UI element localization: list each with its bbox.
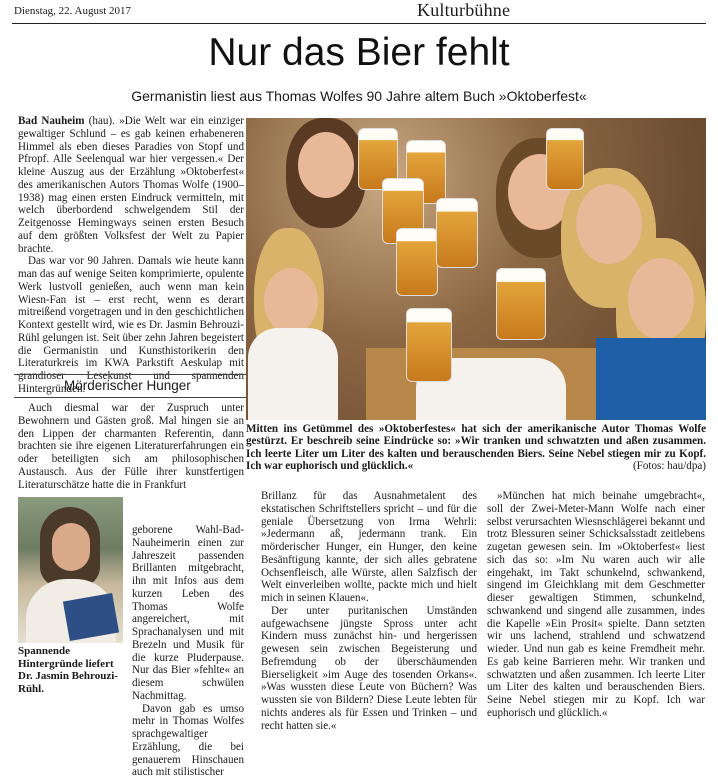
photo-face	[298, 132, 354, 198]
intro-paragraph	[18, 115, 244, 255]
body-paragraph: »München hat mich beinahe umgebracht«, soll der Zwei-Meter-Mann Wolfe nach einer selbst verursachten Wiesnschlägerei bekannt und trotz Blessuren seiner Schicksalsstadt zeitlebens zugetan gewesen sein. Im »Oktoberfest« liest sich das so: »Im Nu waren auch wir alle eingehakt, im Takt schunkelnd, schwankend, singend im Gleichklang mit dem Geschmetter dieser gewaltigen Stimmen, schunkelnd, schwankend und singend alle zusammen, indes die Kapelle »Ein Prosit« spielte. Dann setzten wir uns lachend, strahlend und schwatzend wieder. Und nun gab es keine Fremdheit mehr. Es gab keine Barrieren mehr. Wir tranken und schwatzten und aßen zusammen. Ich leerte Liter um Liter des kalten und berauschenden Biers. Seine Nebel stiegen mir zu Kopf. Ich war euphorisch und glücklich.«	[487, 490, 705, 720]
photo-face	[264, 268, 318, 334]
photo-credit: (Fotos: hau/dpa)	[633, 460, 706, 472]
article-column-1b	[18, 402, 244, 491]
body-paragraph: Davon gab es umso mehr in Thomas Wolfes sprachgewaltiger Erzählung, die bei genauerem Hinschauen auch mit stilistischer	[132, 703, 244, 779]
photo-caption	[246, 423, 706, 473]
photo-dirndl	[596, 338, 706, 420]
article-column-3	[487, 490, 705, 720]
body-paragraph-cont: geborene Wahl-Bad-Nauheimerin einen zur Jahreszeit passenden Brillanten mitgebracht, ihn mit Infos aus dem kurzen Leben des Thomas Wolfe angereichert, mit Sprachanalysen und mit Brezeln und Musik für die kurze Pluderpause. Nur das Bier »fehlte« an diesem schwülen Nachmittag.	[132, 524, 244, 703]
body-paragraph: Brillanz für das Ausnahmetalent des ekstatischen Schriftstellers spricht – und für die geniale Übersetzung von Irma Wehrli: »Jedermann aß, jedermann trank. Ein mörderischer Hunger, ein Hunger, den keine Besänftigung kannte, der sich alles gebratene Ochsenfleisch, alle Würste, allen Salzfisch der Welt einverleiben wollte, packte mich und hielt mich in seinen Klauen«.	[261, 490, 477, 605]
intertitle: Mörderischer Hunger	[64, 378, 191, 393]
article-column-1c	[132, 524, 244, 779]
beer-mug	[436, 198, 478, 268]
intro-text: »Die Welt war ein einziger gewaltiger Schlund – es gab keinen erhabeneren Himmel als eben dieses Paradies von Stopf und Pfropf. Alle Seelenqual war hier vergessen.« Der kleine Auszug aus der Erzählung »Oktoberfest« des amerikanischen Autors Thomas Wolfe (1900–1938) mag einen ersten Eindruck vermitteln, mit welch überbordend schwelgendem Stil der Zeitgenosse Hemingways seinen ersten Besuch auf dem größten Volksfest der Welt zu Papier brachte.	[18, 115, 244, 255]
body-paragraph: Auch diesmal war der Zuspruch unter Bewohnern und Gästen groß. Mal hingen sie an den Lippen der charmanten Referentin, dann brachten sie ihre eigenen Literaturerfahrungen ein oder beteiligten sich am philosophischen Austausch. Aus der Fülle ihrer kunstfertigen Literaturschätze hatte die in Frankfurt	[18, 402, 244, 491]
beer-mug	[406, 308, 452, 382]
body-paragraph: Der unter puritanischen Umständen aufgewachsene jüngste Spross unter acht Kindern muss zunächst hin- und hergerissen gewesen sein zwischen Begeisterung und Befremdung ob der überschäumenden Bierseligkeit »im Auge des tosenden Orkans«. »Was wussten diese Leute von Büchern? Was wussten sie von Bildern? Diese Leute lebten für nichts anderes als für Essen und Trinken – und recht hatten sie.«	[261, 605, 477, 733]
beer-mug	[396, 228, 438, 296]
body-paragraph: Das war vor 90 Jahren. Damals wie heute kann man das auf wenige Seiten komprimierte, opulente Werk lustvoll genießen, auch wenn man kein Wiesn-Fan ist – erst recht, wenn es derart mitreißend vorgetragen und in den geschichtlichen Kontext gestellt wird, wie es Dr. Jasmin Behrouzi-Rühl gelungen ist. Seit über zehn Jahren begeistert die Germanistin und Kunsthistorikerin den Literaturkreis im KWA Parkstift Aeskulap mit grandioser Lesekunst und spannenden Hintergründen.	[18, 255, 244, 395]
photo-shirt	[248, 328, 338, 420]
beer-mug	[496, 268, 546, 340]
dateline: Bad Nauheim	[18, 115, 85, 127]
photo-caption-text: Mitten ins Getümmel des »Oktoberfestes« hat sich der amerikanische Autor Thomas Wolfe gestürzt. Er beschreib seine Eindrücke so: »Wir tranken und schwatzten und aßen zusammen. Ich leerte Liter um Liter des kalten und berauschenden Biers. Seine Nebel stiegen mir zu Kopf. Ich war euphorisch und glücklich.«	[246, 423, 706, 472]
portrait-face	[52, 523, 90, 571]
author-tag: (hau).	[85, 115, 115, 127]
article-column-2	[261, 490, 477, 732]
article-headline: Nur das Bier fehlt	[0, 30, 718, 76]
header-rule	[12, 23, 706, 24]
portrait-book	[63, 593, 119, 641]
oktoberfest-photo	[246, 118, 706, 420]
section-title: Kulturbühne	[417, 0, 510, 21]
photo-face	[628, 258, 694, 340]
portrait-photo	[18, 497, 123, 643]
portrait-caption: Spannende Hintergründe liefert Dr. Jasmin Behrouzi-Rühl.	[18, 645, 123, 695]
intertitle-box	[14, 374, 246, 398]
article-intro-column	[18, 115, 244, 396]
beer-mug	[546, 128, 584, 190]
issue-date: Dienstag, 22. August 2017	[14, 5, 131, 17]
article-subheadline: Germanistin liest aus Thomas Wolfes 90 Jahre altem Buch »Oktoberfest«	[0, 88, 718, 104]
